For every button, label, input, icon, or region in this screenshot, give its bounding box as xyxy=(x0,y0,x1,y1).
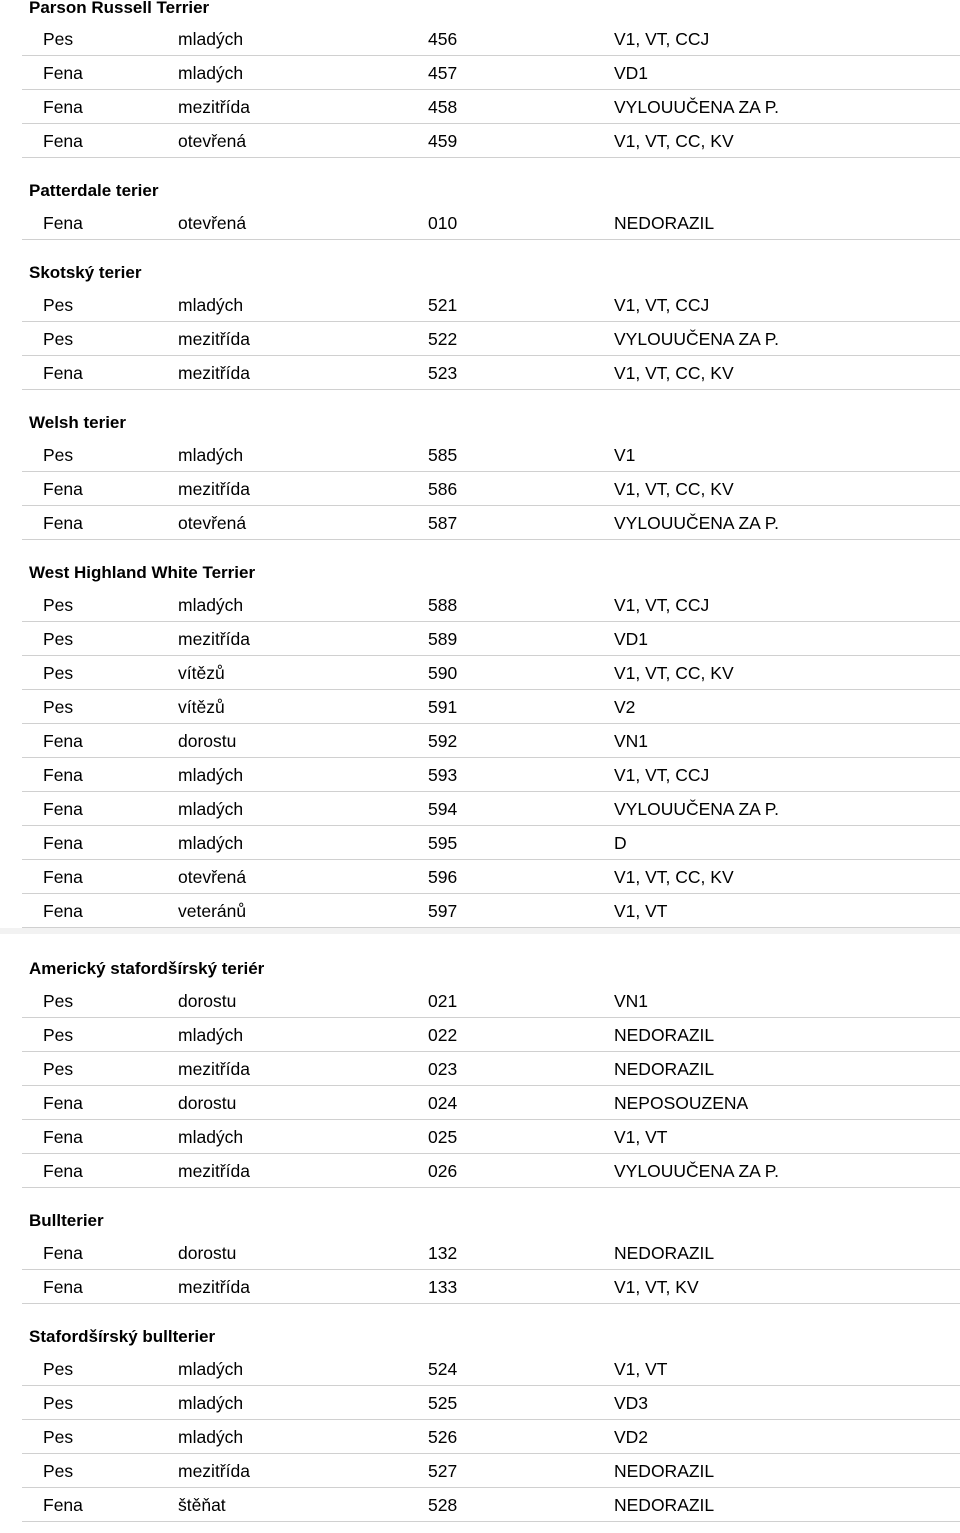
class-cell: mezitřída xyxy=(178,1461,250,1481)
breed-section-patterdale-terier xyxy=(0,176,960,240)
sex-cell: Fena xyxy=(43,63,83,83)
result-row xyxy=(22,1236,960,1270)
class-cell: dorostu xyxy=(178,1243,237,1263)
sex-cell: Pes xyxy=(43,697,74,717)
class-cell: mezitřída xyxy=(178,1277,250,1297)
result-row xyxy=(22,322,960,356)
sex-cell: Pes xyxy=(43,445,74,465)
class-cell: mladých xyxy=(178,1127,244,1147)
sex-cell: Fena xyxy=(43,731,83,751)
catalog-number-cell: 021 xyxy=(428,991,458,1011)
class-cell: mladých xyxy=(178,63,244,83)
sex-cell: Fena xyxy=(43,1243,83,1263)
result-row xyxy=(22,1086,960,1120)
group-spacer xyxy=(0,540,960,558)
result-cell: V1, VT, CC, KV xyxy=(614,363,734,383)
breed-heading: Parson Russell Terrier xyxy=(29,0,210,17)
catalog-number-cell: 595 xyxy=(428,833,458,853)
sex-cell: Pes xyxy=(43,1059,74,1079)
result-row xyxy=(22,288,960,322)
result-row xyxy=(22,1420,960,1454)
catalog-number-cell: 526 xyxy=(428,1427,458,1447)
breed-section-americky-stafordsirsky-terier xyxy=(0,954,960,1188)
catalog-number-cell: 589 xyxy=(428,629,458,649)
result-cell: V1, VT xyxy=(614,1127,668,1147)
result-cell: V1, VT, CC, KV xyxy=(614,479,734,499)
catalog-number-cell: 596 xyxy=(428,867,458,887)
sex-cell: Fena xyxy=(43,867,83,887)
catalog-number-cell: 592 xyxy=(428,731,458,751)
catalog-number-cell: 585 xyxy=(428,445,458,465)
catalog-number-cell: 522 xyxy=(428,329,458,349)
result-cell: VN1 xyxy=(614,731,649,751)
class-cell: dorostu xyxy=(178,731,237,751)
result-row xyxy=(22,1270,960,1304)
result-row xyxy=(22,588,960,622)
result-row xyxy=(22,438,960,472)
catalog-number-cell: 133 xyxy=(428,1277,458,1297)
sex-cell: Fena xyxy=(43,1127,83,1147)
sex-cell: Pes xyxy=(43,29,74,49)
sex-cell: Pes xyxy=(43,663,74,683)
sex-cell: Pes xyxy=(43,295,74,315)
result-row xyxy=(22,622,960,656)
sex-cell: Pes xyxy=(43,1393,74,1413)
breed-heading: West Highland White Terrier xyxy=(29,563,256,582)
breed-heading: Bullterier xyxy=(29,1211,104,1230)
result-row xyxy=(22,656,960,690)
result-row xyxy=(22,1386,960,1420)
result-row xyxy=(22,894,960,928)
result-row xyxy=(22,22,960,56)
result-row xyxy=(22,792,960,826)
catalog-number-cell: 026 xyxy=(428,1161,458,1181)
result-cell: V1, VT, CC, KV xyxy=(614,867,734,887)
sex-cell: Pes xyxy=(43,991,74,1011)
class-cell: mezitřída xyxy=(178,1059,250,1079)
class-cell: mladých xyxy=(178,1393,244,1413)
class-cell: mladých xyxy=(178,765,244,785)
result-cell: NEDORAZIL xyxy=(614,1243,715,1263)
result-cell: V1, VT, CC, KV xyxy=(614,131,734,151)
result-cell: VYLOUUČENA ZA P. xyxy=(614,1161,780,1181)
catalog-number-cell: 587 xyxy=(428,513,458,533)
result-row xyxy=(22,724,960,758)
catalog-number-cell: 597 xyxy=(428,901,458,921)
result-cell: VYLOUUČENA ZA P. xyxy=(614,97,780,117)
result-cell: VD2 xyxy=(614,1427,649,1447)
result-cell: V1, VT, KV xyxy=(614,1277,699,1297)
sex-cell: Pes xyxy=(43,1461,74,1481)
sex-cell: Pes xyxy=(43,1025,74,1045)
breed-section-stafordsirsky-bullterier xyxy=(0,1322,960,1522)
catalog-number-cell: 025 xyxy=(428,1127,458,1147)
catalog-number-cell: 459 xyxy=(428,131,458,151)
result-cell: D xyxy=(614,833,627,853)
result-cell: NEDORAZIL xyxy=(614,1059,715,1079)
sex-cell: Fena xyxy=(43,1161,83,1181)
class-cell: mladých xyxy=(178,833,244,853)
result-cell: NEDORAZIL xyxy=(614,1461,715,1481)
result-row xyxy=(22,1488,960,1522)
catalog-number-cell: 586 xyxy=(428,479,458,499)
catalog-number-cell: 590 xyxy=(428,663,458,683)
sex-cell: Pes xyxy=(43,1427,74,1447)
class-cell: mezitřída xyxy=(178,363,250,383)
result-row xyxy=(22,56,960,90)
group-spacer xyxy=(0,1188,960,1206)
class-cell: vítězů xyxy=(178,663,225,683)
result-cell: V1, VT, CCJ xyxy=(614,595,710,615)
result-cell: NEPOSOUZENA xyxy=(614,1093,749,1113)
result-cell: VD3 xyxy=(614,1393,649,1413)
breed-heading: Skotský terier xyxy=(29,263,142,282)
class-cell: mezitřída xyxy=(178,1161,250,1181)
catalog-number-cell: 024 xyxy=(428,1093,458,1113)
class-cell: mezitřída xyxy=(178,479,250,499)
result-cell: VYLOUUČENA ZA P. xyxy=(614,799,780,819)
catalog-number-cell: 456 xyxy=(428,29,458,49)
result-cell: VN1 xyxy=(614,991,649,1011)
result-cell: V1, VT xyxy=(614,901,668,921)
result-cell: NEDORAZIL xyxy=(614,1495,715,1515)
catalog-number-cell: 022 xyxy=(428,1025,458,1045)
result-cell: V1, VT, CCJ xyxy=(614,765,710,785)
catalog-number-cell: 523 xyxy=(428,363,458,383)
result-row xyxy=(22,860,960,894)
catalog-number-cell: 457 xyxy=(428,63,458,83)
class-cell: mladých xyxy=(178,1427,244,1447)
catalog-number-cell: 132 xyxy=(428,1243,458,1263)
result-row xyxy=(22,826,960,860)
catalog-number-cell: 528 xyxy=(428,1495,458,1515)
sex-cell: Fena xyxy=(43,1495,83,1515)
catalog-number-cell: 521 xyxy=(428,295,458,315)
class-cell: dorostu xyxy=(178,991,237,1011)
result-cell: V1, VT, CCJ xyxy=(614,29,710,49)
result-cell: V1, VT, CC, KV xyxy=(614,663,734,683)
group-spacer xyxy=(0,1304,960,1322)
result-cell: V1, VT, CCJ xyxy=(614,295,710,315)
result-row xyxy=(22,506,960,540)
result-row xyxy=(22,472,960,506)
class-cell: mezitřída xyxy=(178,97,250,117)
breed-section-west-highland-white-terrier xyxy=(0,558,960,928)
breed-section-bullterier xyxy=(0,1206,960,1304)
sex-cell: Fena xyxy=(43,513,83,533)
catalog-number-cell: 524 xyxy=(428,1359,458,1379)
catalog-number-cell: 593 xyxy=(428,765,458,785)
result-row xyxy=(22,1018,960,1052)
result-row xyxy=(22,206,960,240)
result-cell: VD1 xyxy=(614,63,649,83)
result-cell: VYLOUUČENA ZA P. xyxy=(614,329,780,349)
class-cell: otevřená xyxy=(178,131,247,151)
result-cell: VD1 xyxy=(614,629,649,649)
result-cell: VYLOUUČENA ZA P. xyxy=(614,513,780,533)
sex-cell: Fena xyxy=(43,901,83,921)
sex-cell: Fena xyxy=(43,799,83,819)
catalog-number-cell: 010 xyxy=(428,213,458,233)
breed-section-welsh-terier xyxy=(0,408,960,540)
breed-heading: Stafordšírský bullterier xyxy=(29,1327,216,1346)
sex-cell: Fena xyxy=(43,363,83,383)
sex-cell: Fena xyxy=(43,765,83,785)
breed-heading: Welsh terier xyxy=(29,413,127,432)
result-row xyxy=(22,758,960,792)
class-cell: otevřená xyxy=(178,867,247,887)
class-cell: mladých xyxy=(178,29,244,49)
class-cell: mladých xyxy=(178,1359,244,1379)
class-cell: mladých xyxy=(178,595,244,615)
class-cell: otevřená xyxy=(178,213,247,233)
result-cell: NEDORAZIL xyxy=(614,213,715,233)
catalog-number-cell: 023 xyxy=(428,1059,458,1079)
sex-cell: Pes xyxy=(43,629,74,649)
sex-cell: Fena xyxy=(43,479,83,499)
sex-cell: Fena xyxy=(43,97,83,117)
result-cell: V2 xyxy=(614,697,636,717)
result-row xyxy=(22,1454,960,1488)
class-cell: veteránů xyxy=(178,901,247,921)
sex-cell: Fena xyxy=(43,1093,83,1113)
result-row xyxy=(22,984,960,1018)
result-row xyxy=(22,1052,960,1086)
result-row xyxy=(22,1154,960,1188)
group-spacer xyxy=(0,390,960,408)
class-cell: mladých xyxy=(178,295,244,315)
catalog-number-cell: 594 xyxy=(428,799,458,819)
breed-heading: Patterdale terier xyxy=(29,181,159,200)
class-cell: dorostu xyxy=(178,1093,237,1113)
sex-cell: Fena xyxy=(43,213,83,233)
class-cell: mezitřída xyxy=(178,329,250,349)
result-cell: V1 xyxy=(614,445,636,465)
page-break xyxy=(0,928,960,954)
result-cell: NEDORAZIL xyxy=(614,1025,715,1045)
sex-cell: Pes xyxy=(43,595,74,615)
result-row xyxy=(22,356,960,390)
class-cell: mladých xyxy=(178,1025,244,1045)
breed-heading: Americký stafordšírský teriér xyxy=(29,959,265,978)
result-cell: V1, VT xyxy=(614,1359,668,1379)
sex-cell: Pes xyxy=(43,1359,74,1379)
sex-cell: Pes xyxy=(43,329,74,349)
catalog-number-cell: 458 xyxy=(428,97,458,117)
group-spacer xyxy=(0,158,960,176)
sex-cell: Fena xyxy=(43,1277,83,1297)
class-cell: mladých xyxy=(178,799,244,819)
breed-section-parson-russell-terrier xyxy=(0,0,960,158)
catalog-number-cell: 525 xyxy=(428,1393,458,1413)
sex-cell: Fena xyxy=(43,833,83,853)
group-spacer xyxy=(0,240,960,258)
class-cell: otevřená xyxy=(178,513,247,533)
class-cell: mezitřída xyxy=(178,629,250,649)
result-row xyxy=(22,1120,960,1154)
sex-cell: Fena xyxy=(43,131,83,151)
result-row xyxy=(22,124,960,158)
catalog-number-cell: 591 xyxy=(428,697,458,717)
catalog-number-cell: 527 xyxy=(428,1461,458,1481)
result-row xyxy=(22,90,960,124)
result-row xyxy=(22,1352,960,1386)
class-cell: štěňat xyxy=(178,1495,226,1515)
class-cell: mladých xyxy=(178,445,244,465)
class-cell: vítězů xyxy=(178,697,225,717)
result-row xyxy=(22,690,960,724)
catalog-number-cell: 588 xyxy=(428,595,458,615)
breed-section-skotsky-terier xyxy=(0,258,960,390)
